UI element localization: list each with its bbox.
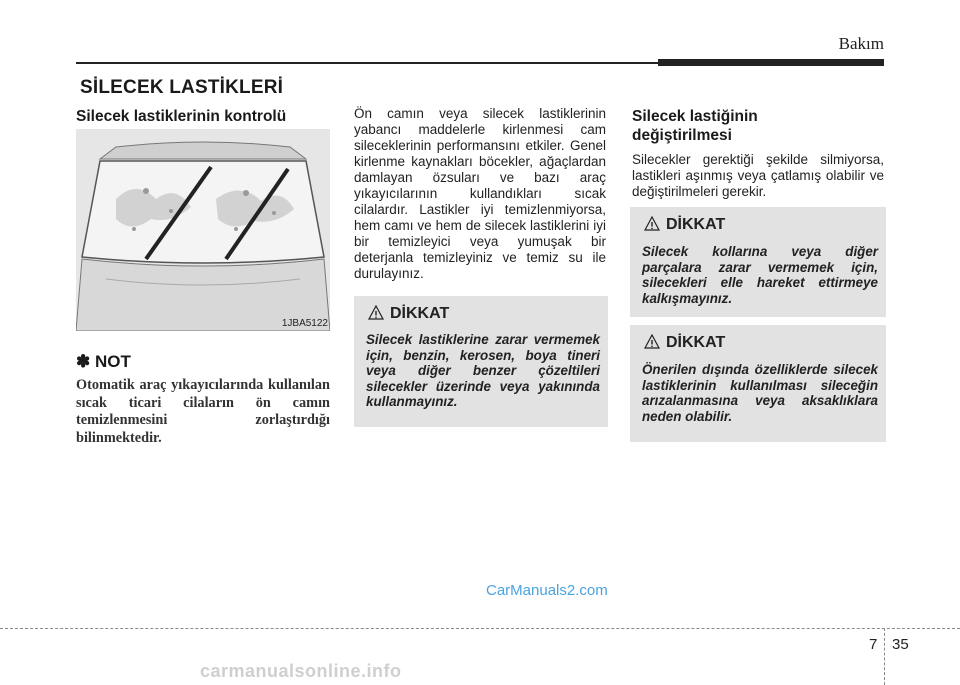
caution-title: DİKKAT	[390, 305, 450, 322]
cleaning-paragraph: Ön camın veya silecek lastiklerinin yabancı maddelerle kirlenmesi cam sileceklerinin performansını etkiler. Genel kirlenme kaynakları böcekler, ağaçlardan damlayan özsuları ve bazı araç yıkayıcılarının kullandıkları sıcak cilalardır. Lastikler iyi temizlenmiyorsa, hem camı ve hem de silecek lastiklerini iyi bir temizleyici veya yumuşak bir deterjanla temizleyiniz ve temiz su ile durulayınız.	[354, 106, 606, 281]
chapter-number: 7	[869, 636, 878, 653]
caution-body: Silecek lastiklerine zarar vermemek için, benzin, kerosen, boya tineri veya diğer benzer çözeltileri silecekler üzerinde veya yakınında kullanmayınız.	[366, 332, 600, 409]
windshield-figure	[76, 129, 330, 331]
section-title: SİLECEK LASTİKLERİ	[80, 77, 284, 98]
replace-paragraph: Silecekler gerektiği şekilde silmiyorsa, lastikleri aşınmış veya çatlamış olabilir ve değiştirilmeleri gerekir.	[632, 152, 884, 199]
wiper-check-heading: Silecek lastiklerinin kontrolü	[76, 108, 287, 125]
caution-box-solvents	[354, 296, 608, 427]
windshield-illustration	[76, 129, 330, 331]
figure-code: 1JBA5122	[281, 318, 328, 329]
caution-title: DİKKAT	[666, 334, 726, 351]
watermark-bottom: carmanualsonline.info	[200, 661, 402, 681]
caution-body: Silecek kollarına veya diğer parçalara zarar vermemek için, silecekleri elle hareket ettirmeye kalkışmayınız.	[642, 244, 878, 306]
note-body: Otomatik araç yıkayıcılarında kullanılan sıcak ticari cilaların ön camın temizlenmesini zorlaştırdığı bilinmektedir.	[76, 377, 330, 446]
caution-title: DİKKAT	[666, 216, 726, 233]
footer-rule	[0, 628, 960, 629]
running-header: Bakım	[838, 34, 884, 53]
caution-box-wiper-arms	[630, 207, 886, 317]
warning-icon	[644, 216, 660, 232]
wiper-replace-heading: Silecek lastiğinin değiştirilmesi	[632, 108, 758, 144]
header-rule-tab	[658, 59, 884, 66]
caution-box-spec-blades	[630, 325, 886, 442]
warning-icon	[644, 334, 660, 350]
header-rule	[76, 62, 658, 64]
page-number: 35	[892, 636, 909, 653]
warning-icon	[368, 305, 384, 321]
watermark-link[interactable]: CarManuals2.com	[486, 582, 608, 599]
note-title: ✽ NOT	[76, 352, 131, 371]
footer-divider	[884, 628, 885, 685]
caution-body: Önerilen dışında özelliklerde silecek lastiklerinin kullanılması sileceğin arızalanmasına veya aksaklıklara neden olabilir.	[642, 362, 878, 424]
